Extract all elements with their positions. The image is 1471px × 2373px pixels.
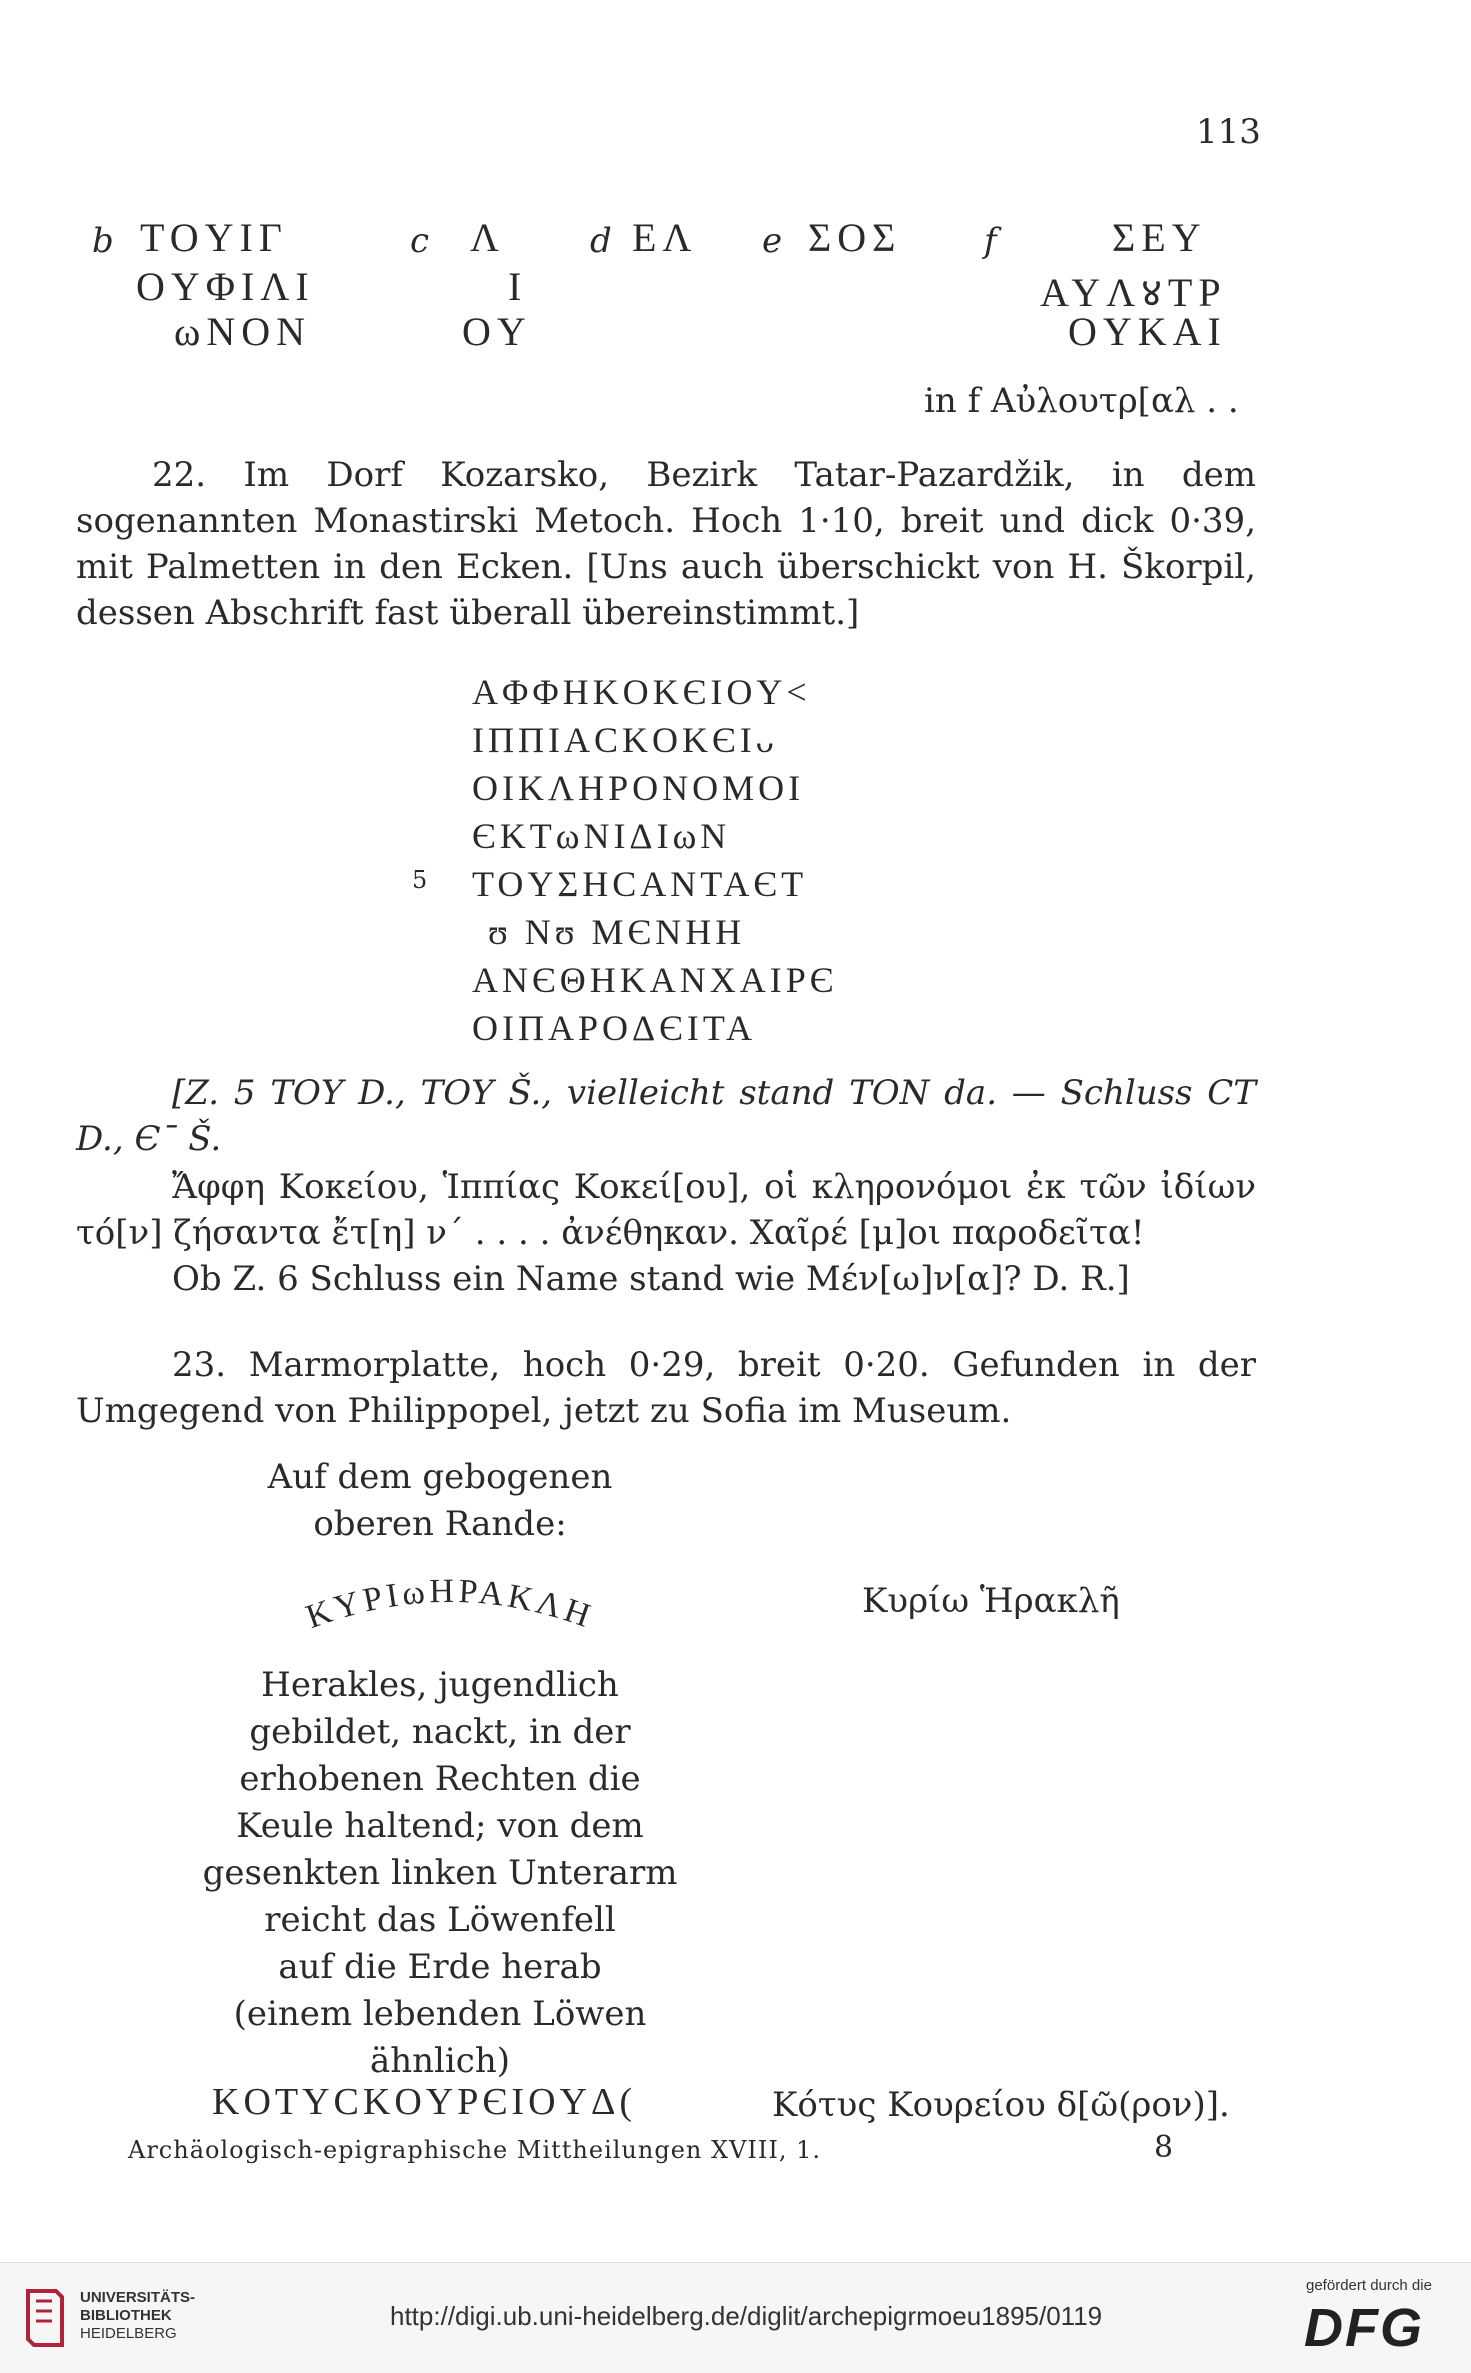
bottom-inscription: KOTYCKOYPЄIOYΔ( xyxy=(212,2081,637,2123)
fragment-note: in f Αὐλουτρ[αλ . . xyxy=(924,381,1239,421)
upper-label-line-2: oberen Rande: xyxy=(313,1504,567,1544)
fragment-f-label: f xyxy=(984,221,997,261)
relief-line-1: Herakles, jugendlich xyxy=(261,1665,619,1705)
inscription-line-5: TOYΣHCANTAЄT xyxy=(472,864,808,904)
permalink-url[interactable]: http://digi.ub.uni-heidelberg.de/diglit/archepigrmoeu1895/0119 xyxy=(390,2301,1103,2331)
arched-inscription-text: KYPIωHPAKΛH xyxy=(301,1572,599,1637)
section-22-commentary xyxy=(76,1070,1256,1302)
relief-line-5: gesenkten linken Unterarm xyxy=(202,1853,678,1893)
library-line-1: UNIVERSITÄTS- xyxy=(80,2289,196,2306)
relief-line-2: gebildet, nackt, in der xyxy=(249,1712,631,1752)
fragment-b-line-1: TOYIΓ xyxy=(140,215,288,260)
university-library-logo-icon xyxy=(22,2283,68,2353)
svg-text:KYPIωHPAKΛH xyxy=(302,1573,599,1636)
relief-line-4: Keule haltend; von dem xyxy=(236,1806,644,1846)
fragment-b-line-3: ωNON xyxy=(174,309,311,354)
relief-description xyxy=(160,1662,720,2085)
arched-inscription xyxy=(230,1552,670,1662)
inscription-line-8: OIΠAPOΔЄITA xyxy=(472,1008,757,1048)
commentary-1: [Z. 5 TOY D., TOY Š., vielleicht stand TON da. — Schluss CT D., Є¯ Š. xyxy=(76,1073,1256,1159)
relief-line-3: erhobenen Rechten die xyxy=(239,1759,641,1799)
fragment-c-line-1: Λ xyxy=(470,215,506,260)
inscription-line-1: AΦΦHKOKЄIOY< xyxy=(472,672,811,712)
library-name xyxy=(80,2289,195,2343)
section-22-paragraph xyxy=(76,452,1256,636)
digitization-banner xyxy=(0,2262,1471,2373)
upper-rim-label xyxy=(200,1454,680,1548)
library-line-2: BIBLIOTHEK xyxy=(80,2307,172,2324)
fragment-b-line-2: OYΦIΛI xyxy=(136,264,315,309)
inscription-line-6: ʊ Nʊ MЄNHH xyxy=(488,912,746,952)
relief-line-8: (einem lebenden Löwen ähnlich) xyxy=(233,1994,647,2081)
fragment-b-label: b xyxy=(92,221,114,261)
section-22-text: 22. Im Dorf Kozarsko, Bezirk Tatar-Pazardžik, in dem sogenannten Monastirski Metoch. Hoch 1·10, breit und dick 0·39, mit Palmetten in den Ecken. [Uns auch überschickt von H. Škorpil, dessen Abschrift fast überall übereinstimmt.] xyxy=(76,455,1256,633)
fragment-f-line-3: OYKAI xyxy=(1068,309,1227,354)
inscription-line-4: ЄKTωNIΔIωN xyxy=(472,816,731,856)
inscription-line-7: ANЄΘHKANXAIPЄ xyxy=(472,960,838,1000)
line-number-5: 5 xyxy=(412,866,428,894)
inscription-line-3: OIKΛHPONOMOI xyxy=(472,768,805,808)
fragment-f-line-1: ΣEY xyxy=(1112,215,1207,260)
relief-line-7: auf die Erde herab xyxy=(278,1947,602,1987)
fragment-d-label: d xyxy=(590,221,612,261)
arched-transcription: Κυρίω Ἡρακλῆ xyxy=(862,1581,1120,1621)
fragment-c-label: c xyxy=(410,221,430,261)
inscription-line-2: IΠΠIACKOKЄIᴗ xyxy=(472,720,778,760)
commentary-3: Ob Z. 6 Schluss ein Name stand wie Μέν[ω]ν[α]? D. R.] xyxy=(172,1259,1130,1299)
fragment-f-line-2: AYΛ४TP xyxy=(1040,270,1227,315)
fragment-e-line-1: ΣOΣ xyxy=(808,215,902,260)
section-23-paragraph xyxy=(76,1342,1256,1434)
fragment-d-line-1: EΛ xyxy=(632,215,698,260)
funded-by-label: gefördert durch die xyxy=(1306,2277,1432,2294)
fragment-c-line-3: OY xyxy=(462,309,532,354)
bottom-transcription: Κότυς Κουρείου δ[ῶ(ρον)]. xyxy=(772,2085,1230,2125)
section-22-inscription xyxy=(472,668,838,1052)
commentary-2: Ἄφφη Κοκείου, Ἱππίας Κοκεί[ου], οἱ κληρονόμοι ἐκ τῶν ἰδίων τό[ν] ζήσαντα ἔτ[η] ν΄ . . . . ἀνέθηκαν. Χαῖρέ [μ]οι παροδεῖτα! xyxy=(76,1167,1256,1253)
library-line-3: HEIDELBERG xyxy=(80,2325,177,2342)
relief-line-6: reicht das Löwenfell xyxy=(264,1900,616,1940)
section-23-text: 23. Marmorplatte, hoch 0·29, breit 0·20. Gefunden in der Umgegend von Philippopel, jetzt zu Sofia im Museum. xyxy=(76,1345,1256,1431)
dfg-logo: DFG xyxy=(1304,2298,1424,2358)
journal-footer: Archäologisch-epigraphische Mittheilungen XVIII, 1. xyxy=(128,2136,822,2164)
upper-label-line-1: Auf dem gebogenen xyxy=(267,1457,613,1497)
signature-mark: 8 xyxy=(1154,2130,1174,2165)
fragment-c-line-2: I xyxy=(508,264,528,309)
page-number: 113 xyxy=(1196,112,1261,152)
fragment-e-label: e xyxy=(762,221,783,261)
